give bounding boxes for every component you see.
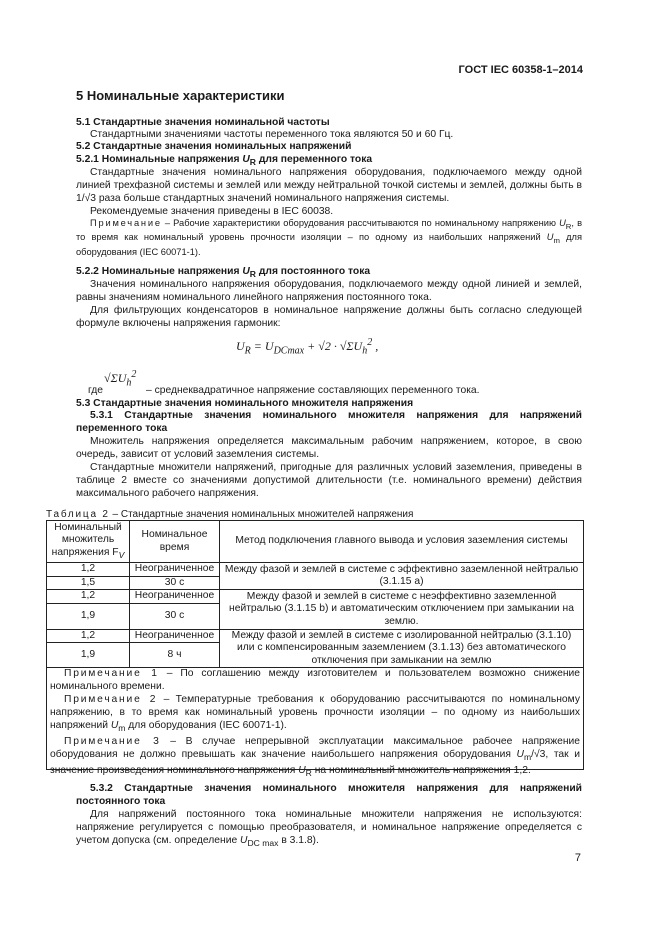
header-factor: Номинальный множитель напряжения $F_V$: [47, 521, 130, 563]
cell-factor: 1,9: [47, 643, 130, 668]
s5-3-2-title: 5.3.2 Стандартные значения номинального множителя напряжения для напряжений постоянного тока: [76, 783, 582, 807]
s5-2-1-note: Примечание – Рабочие характеристики оборудования рассчитываются по номинальному напряжению $U_R$, в то время как номинальный уровень прочности изоляции – по одному из наибольших напряжений $U_m$ для оборудования (IEC 60071-1).: [76, 218, 583, 257]
s5-2-title: 5.2 Стандартные значения номинальных напряжений: [76, 141, 352, 152]
s5-2-1-p2: Рекомендуемые значения приведены в IEC 60038.: [90, 206, 334, 217]
cell-time: Неограниченное: [130, 563, 220, 577]
header-method: Метод подключения главного вывода и условия заземления системы: [220, 521, 584, 563]
table-row: [47, 563, 584, 577]
s5-2-2-p1: Значения номинального напряжения оборудования, подключаемого между одной линией и землей, равны значениям номинального линейного напряжения постоянного тока.: [76, 279, 582, 303]
document-header: ГОСТ IEC 60358-1–2014: [458, 64, 583, 76]
cell-factor: 1,5: [47, 576, 130, 590]
table-note-1: Примечание 1 – По соглашению между изготовителем и пользователем возможно снижение номинального времени.: [50, 668, 580, 692]
table-header-row: [47, 521, 584, 563]
cell-time: 8 ч: [130, 643, 220, 668]
cell-method: Между фазой и землей в системе с эффективно заземленной нейтралью (3.1.15 a): [220, 563, 584, 590]
voltage-factor-table: [46, 520, 584, 668]
s5-1-title: 5.1 Стандартные значения номинальной частоты: [76, 117, 330, 128]
cell-time: Неограниченное: [130, 629, 220, 643]
section-5-title: 5 Номинальные характеристики: [76, 88, 285, 103]
cell-time: 30 с: [130, 603, 220, 629]
s5-2-2-p2: Для фильтрующих конденсаторов в номинальное напряжение должны быть согласно следующей формуле включены напряжения гармоник:: [76, 305, 582, 329]
cell-factor: 1,9: [47, 603, 130, 629]
where-formula: $√\Sigma U_h^2$: [104, 369, 137, 389]
cell-method: Между фазой и землей в системе с изолированной нейтралью (3.1.10) или с компенсированным заземлением (3.1.13) без автоматического отключения при замыкании на землю: [220, 629, 584, 668]
s5-2-1-p1: Стандартные значения номинального напряжения оборудования, подключаемого между одной линией трехфазной системы и землей или между нейтральной точкой системы и землей, должны быть в 1/√3 раза больше стандартных значений номинального напряжения системы.: [76, 167, 582, 204]
s5-3-1-p2: Стандартные множители напряжений, пригодные для различных условий заземления, приведены в таблице 2 вместе со значениями допустимой длительности (т.е. номинального времени) действия максимального рабочего напряжения.: [76, 462, 582, 499]
table-notes: [46, 666, 584, 779]
cell-time: 30 с: [130, 576, 220, 590]
where-label: где: [88, 385, 104, 396]
s5-2-2-title: 5.2.2 Номинальные напряжения $U_R$ для постоянного тока: [76, 266, 371, 280]
cell-method: Между фазой и землей в системе с неэффективно заземленной нейтралью (3.1.15 b) и автоматическим отключением при замыкании на землю.: [220, 590, 584, 630]
table-note-2: Примечание 2 – Температурные требования к оборудованию рассчитываются по номинальному напряжению, в то время как номинальный уровень прочности изоляции – по одному из наибольших напряжений $U_m$ для оборудования (IEC 60071-1).: [50, 694, 580, 734]
cell-factor: 1,2: [47, 629, 130, 643]
s5-3-1-title: 5.3.1 Стандартные значения номинального множителя напряжения для напряжений переменного тока: [76, 410, 582, 434]
table-row: [47, 590, 584, 604]
s5-1-text: Стандартными значениями частоты переменного тока являются 50 и 60 Гц.: [90, 129, 454, 140]
table-note-3: Примечание 3 – В случае непрерывной эксплуатации максимальное рабочее напряжение оборудования не должно превышать как значение наибольшего напряжения оборудования $U_m/√3$, так и значение произведения номинального напряжения $U_R$ на номинальный множитель напряжения 1,2.: [50, 736, 580, 779]
s5-3-2-text: Для напряжений постоянного тока номинальные множители напряжения не используются: напряжение регулируется с помощью преобразователя, и номинальное напряжение определяется с учетом допуска (см. определение $U_{DC max}$ в 3.1.8).: [76, 809, 582, 849]
where-description: – среднеквадратичное напряжение составляющих переменного тока.: [146, 385, 480, 396]
s5-3-1-p1: Множитель напряжения определяется максимальным рабочим напряжением, которое, в свою очередь, зависит от условий заземления системы.: [76, 436, 582, 460]
table-caption: Таблица 2 – Стандартные значения номинальных множителей напряжения: [46, 509, 414, 520]
cell-factor: 1,2: [47, 563, 130, 577]
header-time: Номинальное время: [130, 521, 220, 563]
cell-factor: 1,2: [47, 590, 130, 604]
s5-2-1-title: 5.2.1 Номинальные напряжения $U_R$ для переменного тока: [76, 154, 373, 168]
page-number: 7: [574, 852, 581, 864]
s5-3-title: 5.3 Стандартные значения номинального множителя напряжения: [76, 398, 414, 409]
cell-time: Неограниченное: [130, 590, 220, 604]
table-row: [47, 629, 584, 643]
formula-harmonics: $U_R = U_{DCmax} + √2 \cdot √\Sigma U_h^2$ ,: [236, 337, 379, 357]
